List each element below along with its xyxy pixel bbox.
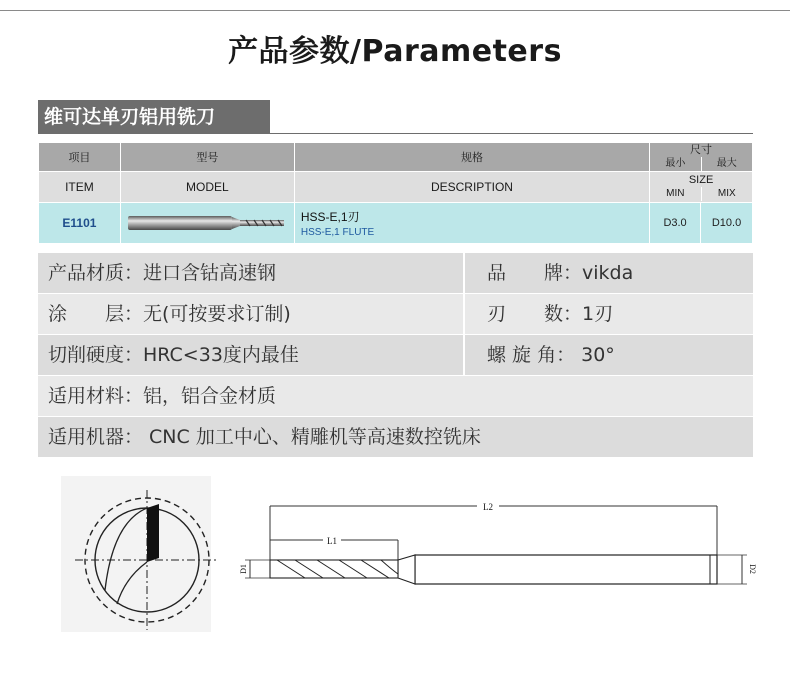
technical-drawing xyxy=(55,470,755,650)
prop-brand: 品 牌：vikda xyxy=(487,262,634,284)
prop-machines: 适用机器： CNC 加工中心、精雕机等高速数控铣床 xyxy=(48,426,481,448)
header-size-cn xyxy=(650,143,753,172)
header-model-en: MODEL xyxy=(120,172,294,203)
label-l2: L2 xyxy=(483,502,493,512)
header-min-cn: 最小 xyxy=(650,157,701,171)
header-size-en-label: SIZE xyxy=(688,174,714,186)
row-min: D3.0 xyxy=(650,203,701,244)
header-max-en: MIX xyxy=(717,188,736,199)
header-model-cn: 型号 xyxy=(120,143,294,172)
prop-hardness: 切削硬度：HRC<33度内最佳 xyxy=(38,335,465,375)
prop-work-material: 适用材料：铝，铝合金材质 xyxy=(48,385,277,407)
property-row xyxy=(38,294,753,335)
header-size-en xyxy=(650,172,753,203)
header-min-en: MIN xyxy=(650,187,701,201)
row-description xyxy=(294,203,649,244)
top-divider xyxy=(0,10,790,11)
section-title: 维可达单刃铝用铣刀 xyxy=(38,100,270,134)
header-item-en: ITEM xyxy=(39,172,121,203)
page-title: 产品参数/Parameters xyxy=(228,34,562,69)
section-underline xyxy=(270,133,753,134)
prop-material: 产品材质：进口含钴高速钢 xyxy=(38,253,465,293)
row-model-image xyxy=(120,203,294,244)
prop-flutes: 刃 数：1刃 xyxy=(487,303,614,325)
table-header-cn xyxy=(39,143,753,172)
row-item: E1101 xyxy=(39,203,121,244)
properties-panel xyxy=(38,253,753,458)
header-size-cn-label: 尺寸 xyxy=(690,144,713,156)
header-description-cn: 规格 xyxy=(294,143,649,172)
table-header-en xyxy=(39,172,753,203)
end-mill-photo xyxy=(126,212,288,234)
label-d1: D1 xyxy=(239,564,248,574)
property-row xyxy=(38,253,753,294)
header-max-cn: 最大 xyxy=(716,158,737,169)
label-l1: L1 xyxy=(327,536,337,546)
end-view-icon xyxy=(61,476,219,632)
row-description-cn: HSS-E,1刃 xyxy=(300,210,360,224)
header-description-en: DESCRIPTION xyxy=(294,172,649,203)
side-view-icon xyxy=(245,500,747,584)
header-item-cn: 项目 xyxy=(39,143,121,172)
label-d2: D2 xyxy=(748,564,757,574)
table-row xyxy=(39,203,753,244)
prop-coating: 涂 层：无(可按要求订制) xyxy=(38,294,465,334)
prop-helix: 螺 旋 角： 30° xyxy=(487,344,615,366)
spec-table xyxy=(38,142,753,244)
row-max: D10.0 xyxy=(701,203,753,244)
property-row xyxy=(38,417,753,458)
property-row xyxy=(38,335,753,376)
row-description-en: HSS-E,1 FLUTE xyxy=(300,227,375,238)
property-row xyxy=(38,376,753,417)
